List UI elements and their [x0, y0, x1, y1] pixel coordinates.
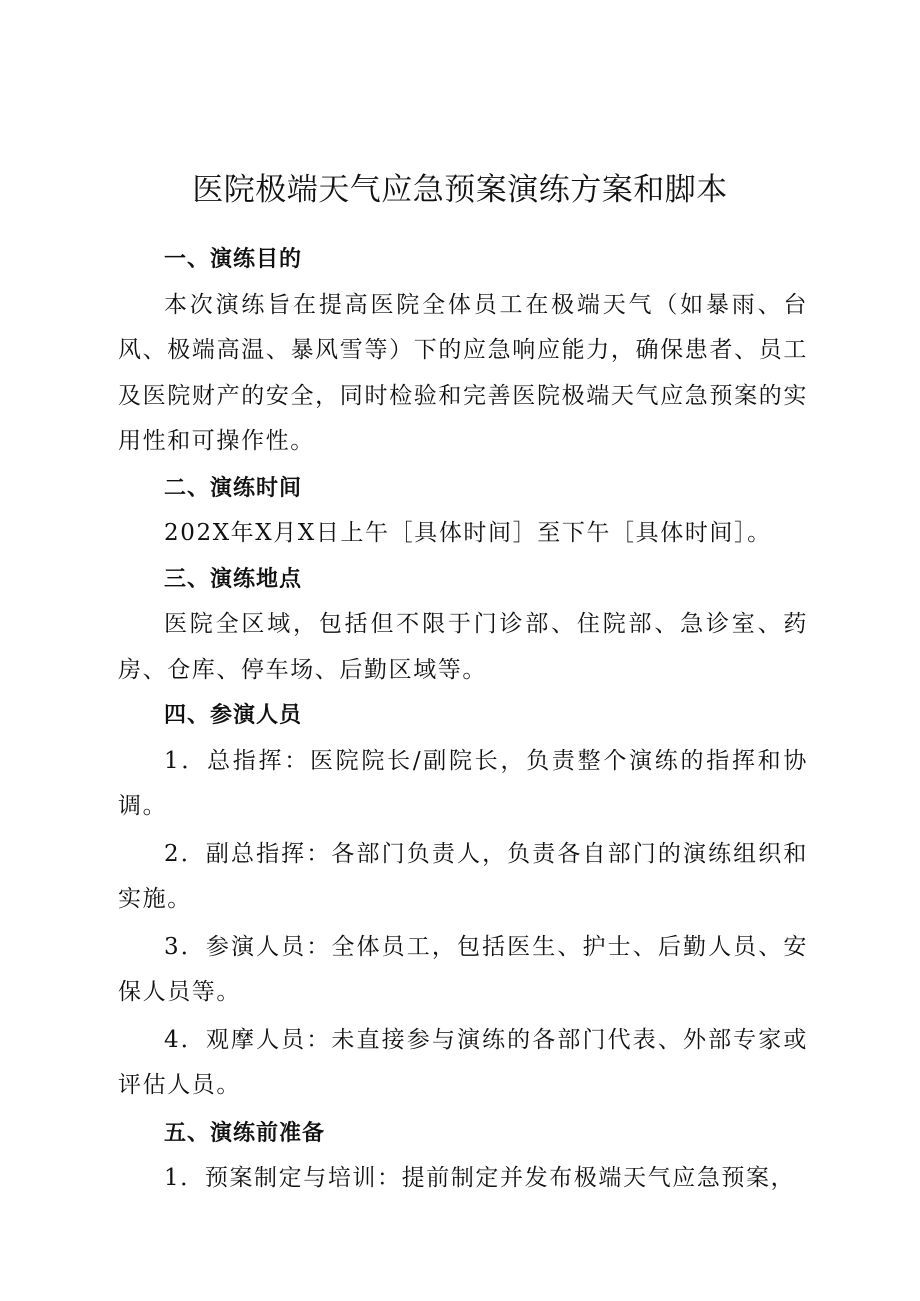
participants-item-commander: 1．总指挥：医院院长/副院长，负责整个演练的指挥和协调。 [118, 747, 808, 819]
section-heading-location: 三、演练地点 [164, 566, 303, 592]
section-heading-time: 二、演练时间 [164, 475, 303, 501]
participants-item-staff: 3．参演人员：全体员工，包括医生、护士、后勤人员、安保人员等。 [118, 933, 808, 1005]
section-heading-participants: 四、参演人员 [164, 703, 303, 728]
document-title: 医院极端天气应急预案演练方案和脚本 [192, 172, 728, 208]
section-heading-preparation: 五、演练前准备 [164, 1120, 326, 1146]
section-heading-purpose: 一、演练目的 [164, 247, 303, 272]
preparation-item-plan-training: 1．预案制定与培训：提前制定并发布极端天气应急预案， [164, 1165, 796, 1191]
participants-item-observers: 4．观摩人员：未直接参与演练的各部门代表、外部专家或评估人员。 [118, 1026, 808, 1098]
section-paragraph-time: 202X年X月X日上午［具体时间］至下午［具体时间］。 [164, 520, 772, 546]
section-paragraph-location: 医院全区域，包括但不限于门诊部、住院部、急诊室、药房、仓库、停车场、后勤区域等。 [118, 611, 808, 683]
section-paragraph-purpose: 本次演练旨在提高医院全体员工在极端天气（如暴雨、台风、极端高温、暴风雪等）下的应急响应能力，确保患者、员工及医院财产的安全，同时检验和完善医院极端天气应急预案的实用性和可操作性。 [118, 291, 808, 454]
participants-item-deputy-commander: 2．副总指挥：各部门负责人，负责各自部门的演练组织和实施。 [118, 840, 808, 912]
document-body [118, 237, 808, 1202]
